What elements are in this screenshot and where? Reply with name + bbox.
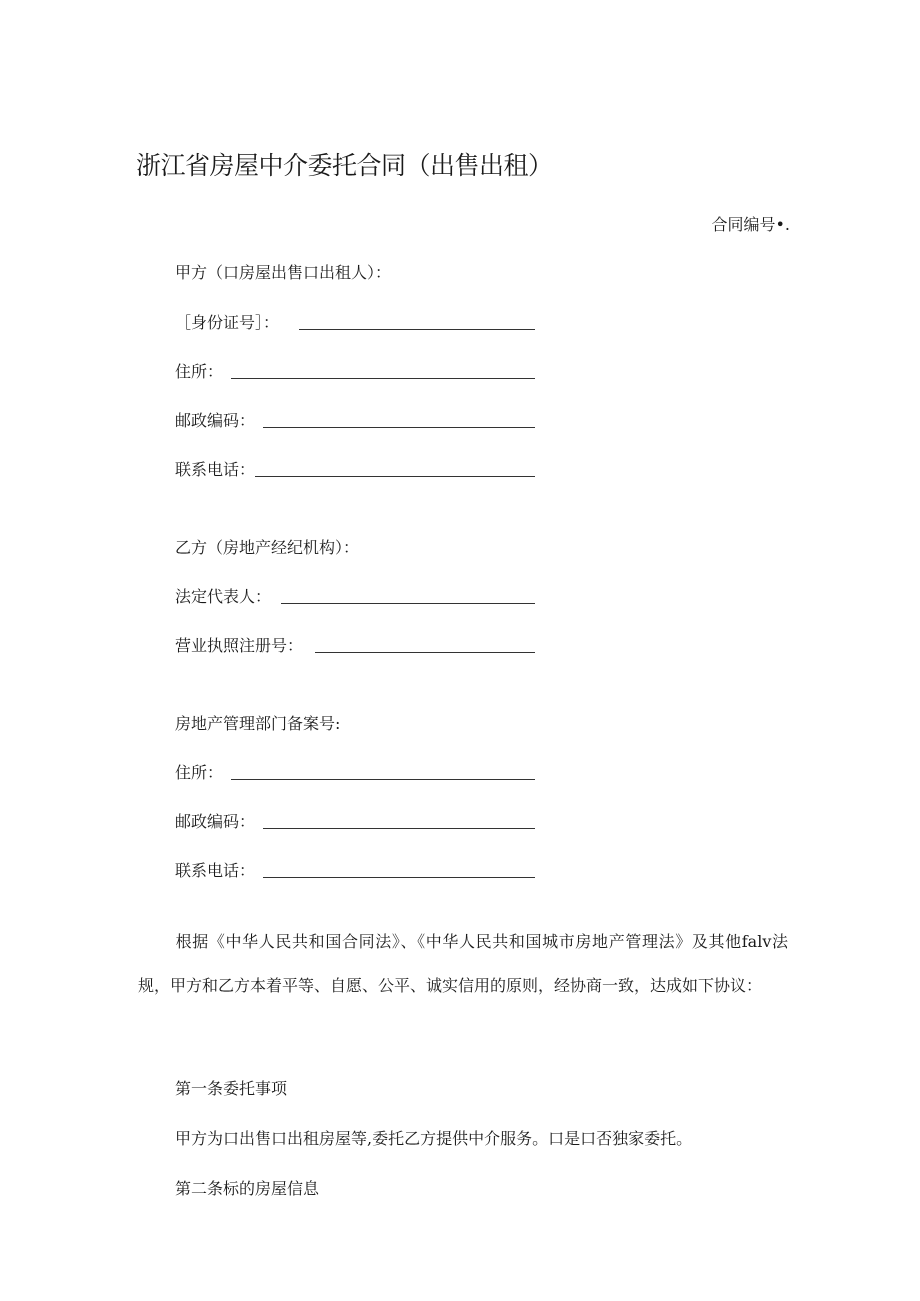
party-a-address-field [175,361,537,383]
preamble-paragraph [138,920,788,1008]
article-1-title: 第一条委托事项 [175,1079,288,1098]
agency-phone-field [175,860,537,882]
party-b-heading: 乙方（房地产经纪机构）： [175,538,360,557]
agency-address-blank[interactable] [231,779,535,780]
party-b-license-field [175,635,537,657]
agency-postcode-blank[interactable] [263,828,535,829]
article-2-title: 第二条标的房屋信息 [175,1179,320,1198]
agency-phone-label: 联系电话： [175,861,256,880]
contract-number-label: 合同编号•. [711,215,790,234]
agency-postcode-label: 邮政编码： [175,812,256,831]
party-a-address-blank[interactable] [231,378,535,379]
party-a-heading: 甲方（口房屋出售口出租人）： [175,263,392,282]
preamble-text: 根据《中华人民共和国合同法》、《中华人民共和国城市房地产管理法》及其他falv法规，甲方和乙方本着平等、自愿、公平、诚实信用的原则，经协商一致，达成如下协议： [138,932,788,995]
party-a-id-label: ［身份证号］： [175,313,280,332]
agency-postcode-field [175,811,537,833]
party-b-legal-rep-label: 法定代表人： [175,587,272,606]
party-a-id-field [175,312,537,334]
party-b-legal-rep-blank[interactable] [281,603,535,604]
party-a-phone-field [175,459,537,481]
agency-phone-blank[interactable] [263,877,535,878]
party-a-address-label: 住所： [175,362,224,381]
agency-address-label: 住所： [175,763,224,782]
party-a-id-blank[interactable] [299,329,535,330]
party-a-postcode-label: 邮政编码： [175,411,256,430]
contract-title: 浙江省房屋中介委托合同（出售出租） [136,151,553,180]
party-b-legal-rep-field [175,586,537,608]
party-b-license-blank[interactable] [315,652,535,653]
agency-record-label: 房地产管理部门备案号: [175,714,341,733]
agency-address-field [175,762,537,784]
party-b-license-label: 营业执照注册号： [175,636,304,655]
party-a-phone-blank[interactable] [255,476,535,477]
party-a-postcode-blank[interactable] [263,427,535,428]
party-a-phone-label: 联系电话： [175,460,256,479]
article-1-body: 甲方为口出售口出租房屋等,委托乙方提供中介服务。口是口否独家委托。 [175,1129,693,1148]
party-a-postcode-field [175,410,537,432]
